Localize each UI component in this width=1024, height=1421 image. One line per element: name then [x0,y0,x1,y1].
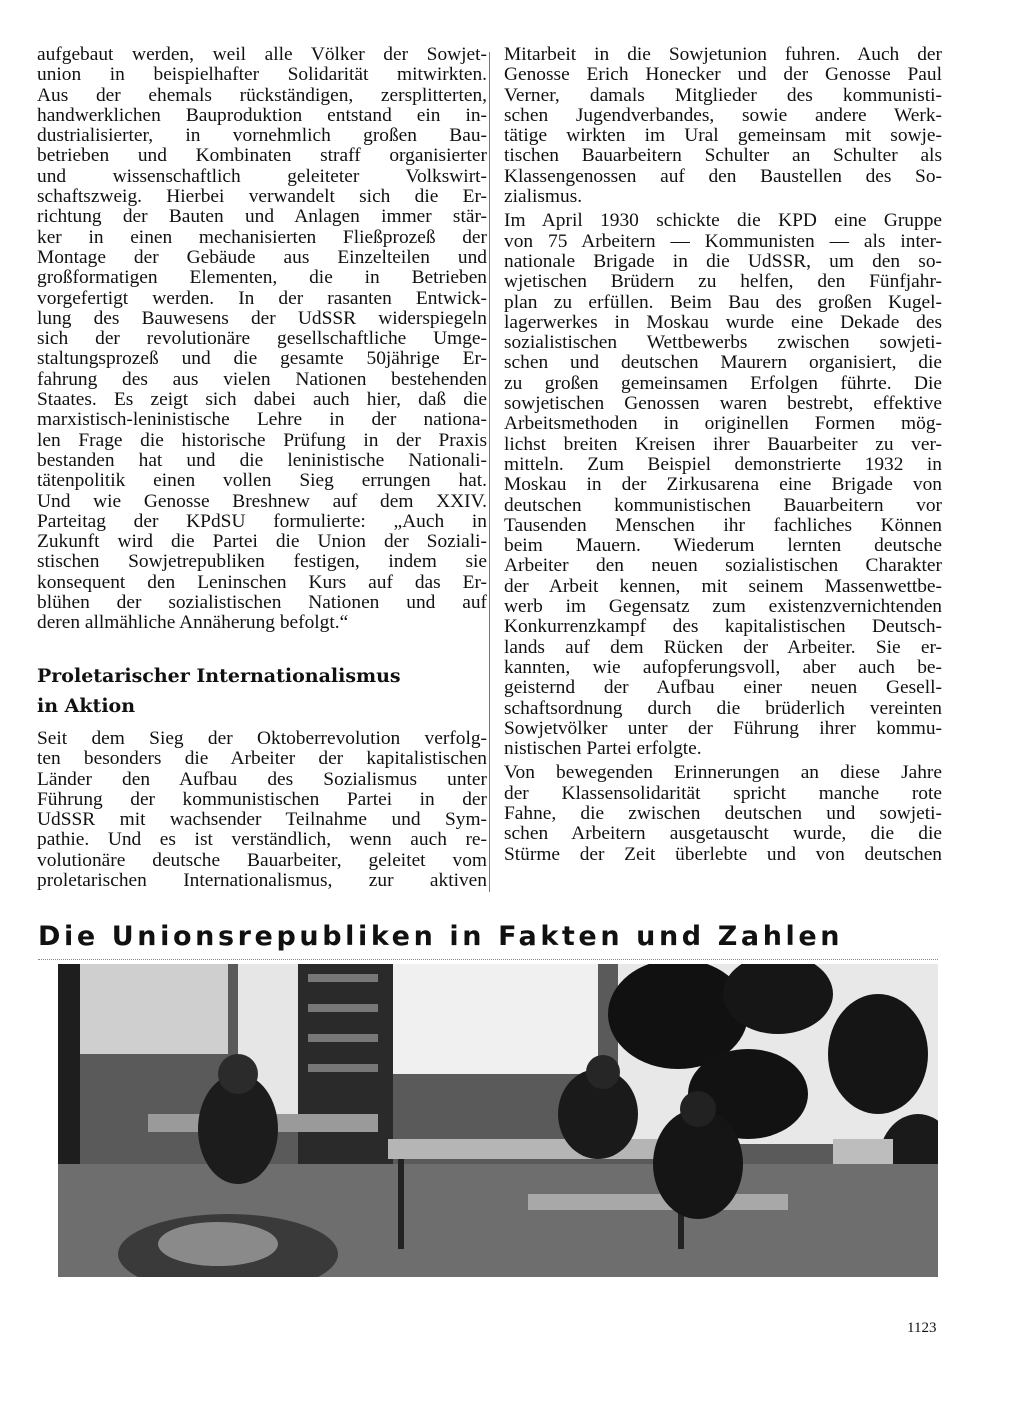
text-line: dustrialisierter, in vornehmlich großen Bau- [37,126,487,147]
text-line: lagerwerkes in Moskau wurde eine Dekade des [504,312,942,333]
text-line: lichst breiten Kreisen ihrer Bauarbeiter zu ver- [504,434,942,455]
text-line: tätenpolitik einen vollen Sieg errungen hat. [37,471,487,492]
text-line: plan zu erfüllen. Beim Bau des großen Kugel- [504,292,942,313]
text-line: Sowjetvölker unter der Führung ihrer kommu- [504,718,942,739]
right-paragraph-1 [504,45,942,207]
text-line: ker in einen mechanisierten Fließprozeß der [37,227,487,248]
left-paragraph-1 [37,45,487,634]
text-line: geisternd der Aufbau einer neuen Gesell- [504,678,942,699]
text-line: tätige wirkten im Ural gemeinsam mit sowje- [504,126,942,147]
text-line: nistischen Partei erfolgte. [504,739,702,760]
text-line: betrieben und Kombinaten straff organisierter [37,146,487,167]
text-line: Von bewegenden Erinnerungen an diese Jahre [504,763,942,784]
text-line: Montage der Gebäude aus Einzelteilen und [37,247,487,268]
section-heading: Proletarischer Internationalismus [37,665,401,687]
text-line: marxistisch-leninistische Lehre in der nationa- [37,410,487,431]
left-paragraph-2 [37,729,487,891]
text-line: wjetischen Brüdern zu helfen, den Fünfjahr- [504,272,942,293]
text-line: handwerklichen Bauproduktion entstand ein in- [37,105,487,126]
text-line: Arbeiter den neuen sozialistischen Charakter [504,556,942,577]
text-line: konsequent den Leninschen Kurs auf das Er- [37,572,487,593]
column-divider [489,52,490,892]
text-line: sowjetischen Genossen waren bestrebt, effektive [504,394,942,415]
text-line: kannten, wie aufopferungsvoll, aber auch be- [504,657,942,678]
text-line: Seit dem Sieg der Oktoberrevolution verfolg- [37,729,487,749]
text-line: Verner, damals Mitglieder des kommunisti- [504,85,942,106]
text-line: tischen Bauarbeitern Schulter an Schulter als [504,146,942,167]
text-line: vorgefertigt werden. In der rasanten Entwick- [37,288,487,309]
right-column [504,45,942,865]
text-line: staltungsprozeß und die gesamte 50jährige Er- [37,349,487,370]
text-line: Länder den Aufbau des Sozialismus unter [37,769,487,790]
text-line: der Arbeit kennen, mit seinem Massenwettbe- [504,576,942,597]
text-line: blühen der sozialistischen Nationen und auf [37,593,487,614]
text-line: von 75 Arbeitern — Kommunisten — als inter- [504,231,942,252]
text-line: volutionäre deutsche Bauarbeiter, geleitet vom [37,850,487,871]
reading-room-photo [58,964,938,1277]
title-rule [38,959,938,960]
left-column [37,45,487,634]
text-line: Tausenden Menschen ihr fachliches Können [504,515,942,536]
text-line: der Klassensolidarität spricht manche rote [504,783,942,804]
text-line: Stürme der Zeit überlebte und von deutschen [504,844,942,865]
right-paragraph-2 [504,211,942,759]
right-paragraph-3 [504,763,942,864]
section-title: Die Unionsrepubliken in Fakten und Zahlen [38,921,844,952]
text-line: Zukunft wird die Partei die Union der Soziali- [37,532,487,553]
text-line: stischen Sowjetrepubliken festigen, indem sie [37,552,487,573]
text-line: Moskau in der Zirkusarena eine Brigade von [504,475,942,496]
text-line: ten besonders die Arbeiter der kapitalistischen [37,749,487,770]
text-line: lung des Bauwesens der UdSSR widerspiegeln [37,308,487,329]
text-line: pathie. Und es ist verständlich, wenn auch re- [37,830,487,851]
text-line: schaftszweig. Hierbei verwandelt sich die Er- [37,187,487,208]
text-line: Konkurrenzkampf des kapitalistischen Deutsch- [504,617,942,638]
page-number: 1123 [907,1320,937,1336]
text-line: nationale Brigade in die UdSSR, um den so- [504,251,942,272]
text-line: union in beispielhafter Solidarität mitwirkten. [37,65,487,86]
text-line: und wissenschaftlich geleiteter Volkswirt- [37,166,487,187]
text-line: Staates. Es zeigt sich dabei auch hier, daß die [37,390,487,411]
text-line: Im April 1930 schickte die KPD eine Gruppe [504,211,942,232]
section-heading: in Aktion [37,695,136,717]
text-line: UdSSR mit wachsender Teilnahme und Sym- [37,810,487,831]
text-line: deren allmähliche Annäherung befolgt.“ [37,613,349,634]
text-line: sich der revolutionäre gesellschaftliche Umge- [37,329,487,350]
text-line: len Frage die historische Prüfung in der Praxis [37,430,487,451]
text-line: deutschen kommunistischen Bauarbeitern vor [504,495,942,516]
text-line: Arbeitsmethoden in originellen Formen mög- [504,414,942,435]
text-line: sozialistischen Wettbewerbs zwischen sowjeti- [504,333,942,354]
text-line: Genosse Erich Honecker und der Genosse Paul [504,65,942,86]
text-line: zu großen gemeinsamen Erfolgen führte. Die [504,373,942,394]
text-line: schaftsordnung durch die brüderlich vereinten [504,698,942,719]
text-line: bestanden hat und die leninistische Nationali- [37,450,487,471]
text-line: Fahne, die zwischen deutschen und sowjeti- [504,803,942,824]
text-line: Führung der kommunistischen Partei in der [37,789,487,810]
text-line: schen Arbeitern ausgetauscht wurde, die die [504,824,942,845]
text-line: Und wie Genosse Breshnew auf dem XXIV. [37,491,487,512]
text-line: Aus der ehemals rückständigen, zersplitterten, [37,85,487,106]
text-line: mitteln. Zum Beispiel demonstrierte 1932 in [504,454,942,475]
text-line: Klassengenossen auf den Baustellen des So- [504,166,942,187]
text-line: schen Jugendverbandes, sowie andere Werk- [504,105,942,126]
text-line: proletarischen Internationalismus, zur aktiven [37,871,487,892]
text-line: werb im Gegensatz zum existenzvernichtenden [504,597,942,618]
text-line: lands auf dem Rücken der Arbeiter. Sie er- [504,637,942,658]
text-line: aufgebaut werden, weil alle Völker der Sowjet- [37,45,487,65]
text-line: zialismus. [504,187,583,208]
text-line: beim Mauern. Wiederum lernten deutsche [504,536,942,557]
text-line: Parteitag der KPdSU formulierte: „Auch in [37,511,487,532]
text-line: großformatigen Elementen, die in Betrieben [37,268,487,289]
text-line: fahrung des aus vielen Nationen bestehenden [37,369,487,390]
text-line: Mitarbeit in die Sowjetunion fuhren. Auch der [504,45,942,65]
text-line: schen und deutschen Maurern organisiert, die [504,353,942,374]
text-line: richtung der Bauten und Anlagen immer stär- [37,207,487,228]
